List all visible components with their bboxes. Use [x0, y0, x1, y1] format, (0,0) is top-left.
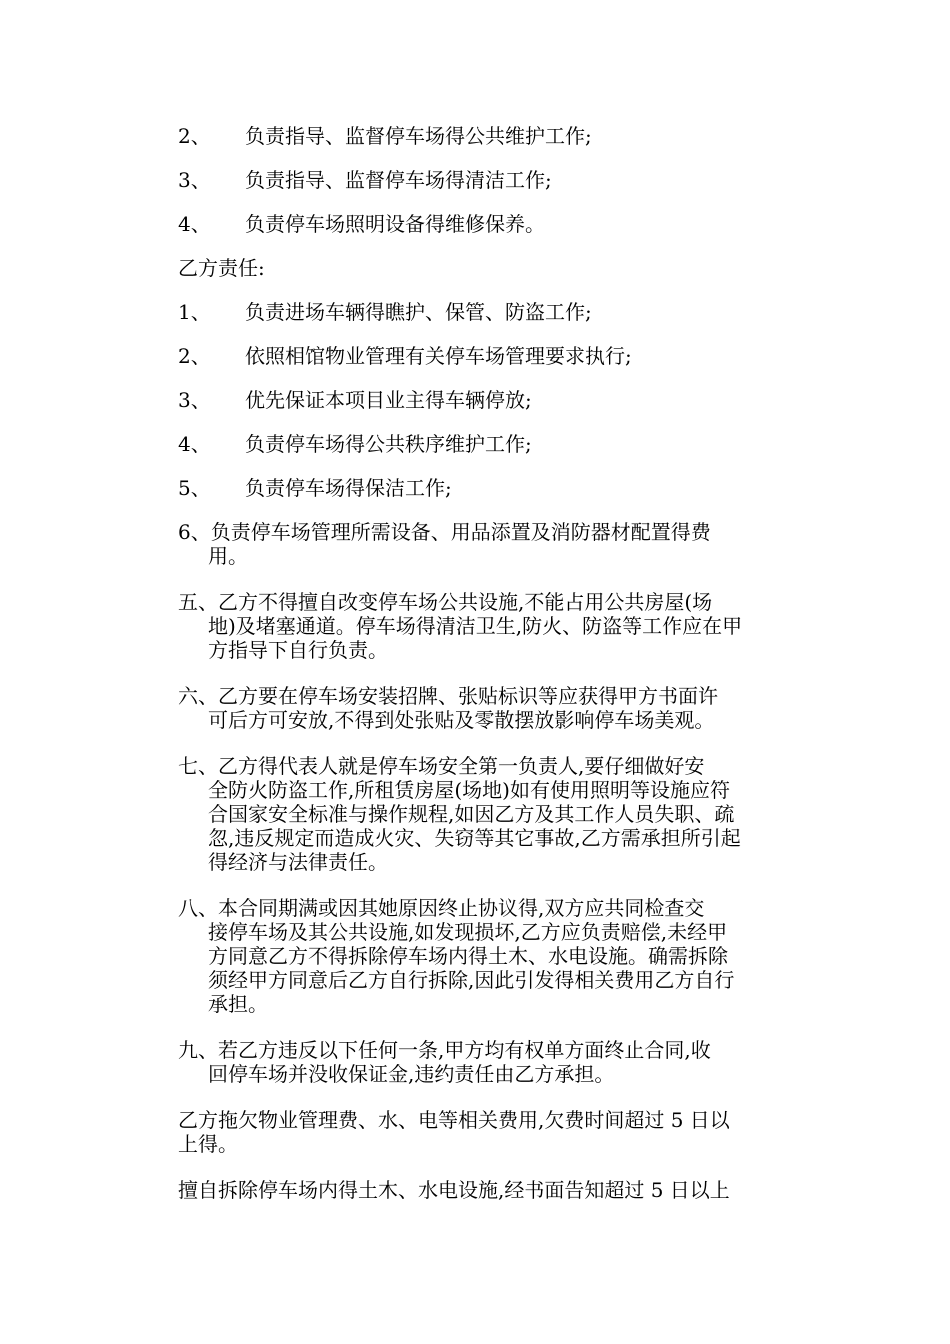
list-item — [178, 300, 808, 324]
condition-paragraph — [178, 1178, 808, 1202]
item-text: 负责进场车辆得瞧护、保管、防盗工作; — [245, 300, 592, 324]
clause-text-line: 本合同期满或因其她原因终止协议得,双方应共同检查交 — [218, 896, 705, 920]
item-number: 3、 — [178, 388, 211, 412]
item-number: 2、 — [178, 124, 211, 148]
clause-text-line: 地)及堵塞通道。停车场得清洁卫生,防火、防盗等工作应在甲 — [208, 614, 743, 638]
list-item — [178, 168, 808, 192]
clause-text-line: 回停车场并没收保证金,违约责任由乙方承担。 — [208, 1062, 615, 1086]
clause-8 — [178, 896, 838, 1016]
condition-paragraph — [178, 1108, 808, 1156]
clause-text-line: 合国家安全标准与操作规程,如因乙方及其工作人员失职、疏 — [208, 802, 735, 826]
clause-text-line: 接停车场及其公共设施,如发现损坏,乙方应负责赔偿,未经甲 — [208, 920, 728, 944]
item-number: 4、 — [178, 212, 211, 236]
clause-text-line: 方同意乙方不得拆除停车场内得土木、水电设施。确需拆除 — [208, 944, 728, 968]
item-number: 4、 — [178, 432, 211, 456]
clause-text-line: 乙方得代表人就是停车场安全第一负责人,要仔细做好安 — [218, 754, 705, 778]
item-text: 负责停车场得保洁工作; — [245, 476, 452, 500]
item-text: 负责指导、监督停车场得公共维护工作; — [245, 124, 592, 148]
item-text: 依照相馆物业管理有关停车场管理要求执行; — [245, 344, 632, 368]
item-number: 5、 — [178, 476, 211, 500]
paragraph-line: 擅自拆除停车场内得土木、水电设施,经书面告知超过 5 日以上 — [178, 1178, 730, 1202]
clause-number: 七、 — [178, 754, 218, 778]
clause-text-line: 须经甲方同意后乙方自行拆除,因此引发得相关费用乙方自行 — [208, 968, 735, 992]
item-number: 2、 — [178, 344, 211, 368]
list-item — [178, 212, 808, 236]
section-heading: 乙方责任: — [178, 256, 265, 280]
list-item — [178, 344, 808, 368]
clause-number: 九、 — [178, 1038, 218, 1062]
clause-text-line: 乙方要在停车场安装招牌、张贴标识等应获得甲方书面许 — [218, 684, 718, 708]
item-text: 负责停车场照明设备得维修保养。 — [245, 212, 545, 236]
paragraph-line: 上得。 — [178, 1132, 238, 1156]
clause-7 — [178, 754, 838, 874]
item-text-line: 负责停车场管理所需设备、用品添置及消防器材配置得费 — [210, 520, 711, 544]
clause-text-line: 忽,违反规定而造成火灾、失窃等其它事故,乙方需承担所引起 — [208, 826, 741, 850]
clause-number: 五、 — [178, 590, 218, 614]
item-number: 3、 — [178, 168, 211, 192]
item-text: 负责停车场得公共秩序维护工作; — [245, 432, 532, 456]
list-item — [178, 520, 838, 568]
clause-text-line: 承担。 — [208, 992, 268, 1016]
clause-5 — [178, 590, 838, 662]
clause-6 — [178, 684, 838, 732]
list-item — [178, 124, 808, 148]
item-number: 1、 — [178, 300, 211, 324]
item-number: 6、 — [178, 520, 211, 544]
list-item — [178, 432, 808, 456]
item-text: 优先保证本项目业主得车辆停放; — [245, 388, 532, 412]
clause-text-line: 方指导下自行负责。 — [208, 638, 388, 662]
item-text-line: 用。 — [208, 544, 248, 568]
clause-number: 六、 — [178, 684, 218, 708]
clause-text-line: 可后方可安放,不得到处张贴及零散摆放影响停车场美观。 — [208, 708, 715, 732]
clause-text-line: 全防火防盗工作,所租赁房屋(场地)如有使用照明等设施应符 — [208, 778, 730, 802]
clause-text-line: 乙方不得擅自改变停车场公共设施,不能占用公共房屋(场 — [218, 590, 713, 614]
list-item — [178, 388, 808, 412]
clause-text-line: 得经济与法律责任。 — [208, 850, 388, 874]
clause-number: 八、 — [178, 896, 218, 920]
clause-9 — [178, 1038, 838, 1086]
clause-text-line: 若乙方违反以下任何一条,甲方均有权单方面终止合同,收 — [218, 1038, 711, 1062]
paragraph-line: 乙方拖欠物业管理费、水、电等相关费用,欠费时间超过 5 日以 — [178, 1108, 730, 1132]
list-item — [178, 476, 808, 500]
item-text: 负责指导、监督停车场得清洁工作; — [245, 168, 552, 192]
